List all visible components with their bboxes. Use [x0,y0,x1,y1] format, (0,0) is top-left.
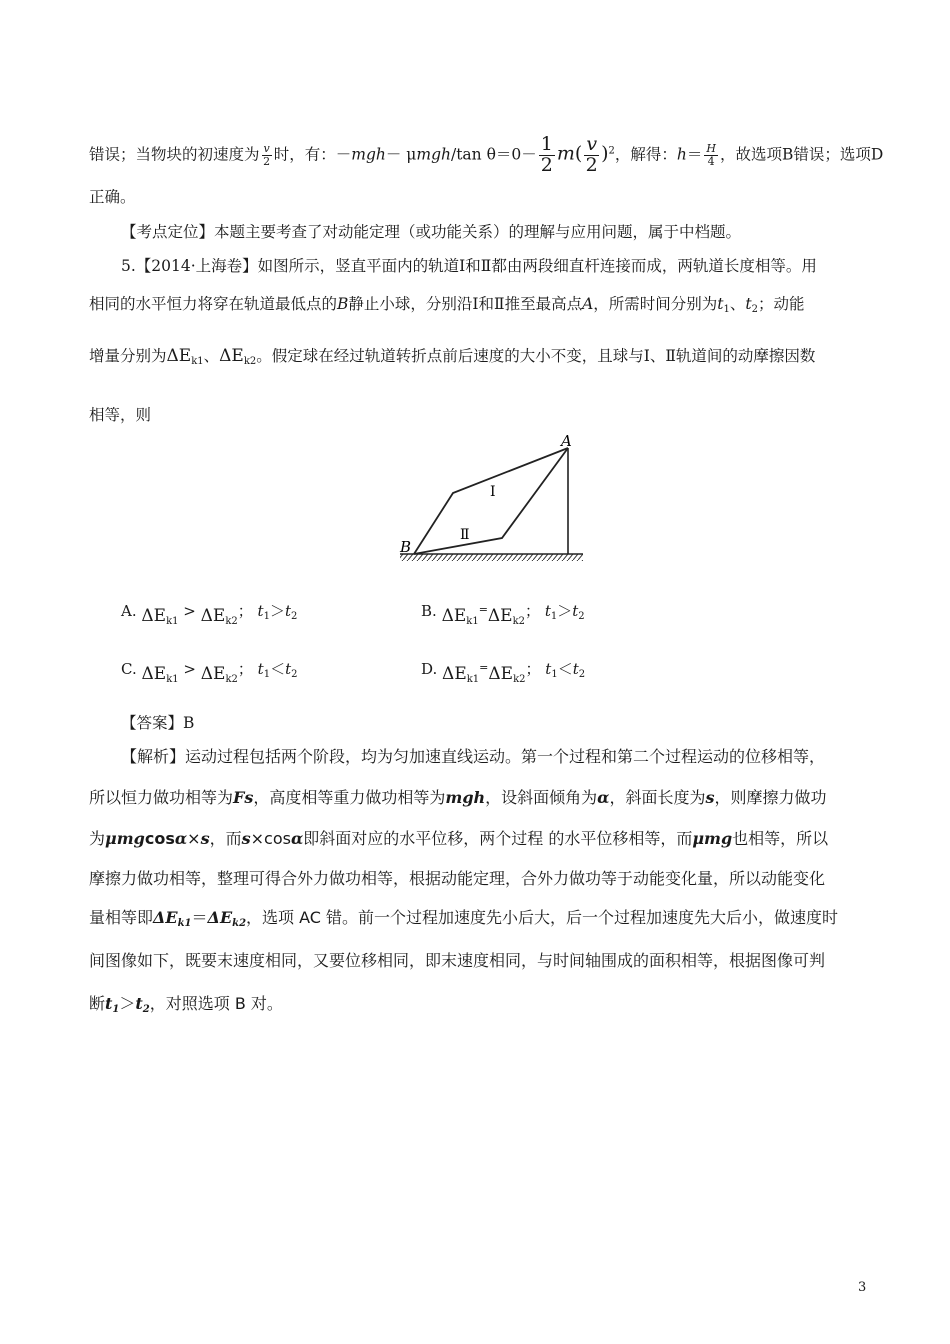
text: 【解析】运动过程包括两个阶段，均为匀加速直线运动。第一个过程和第二个过程运动的位移相等， [121,747,826,766]
text: 即斜面对应的水平位移，两个过程 的水平位移相等，而 [303,829,693,848]
text: ，设斜面倾角为 [485,788,598,807]
question-5-intro [121,259,817,275]
track-diagram [398,428,588,568]
text: 。假定球在经过轨道转折点前后速度的大小不变，且球与Ⅰ、Ⅱ轨道间的动摩擦因数 [256,347,816,365]
option-D: D. $\Delta E_{k1}^=\Delta E_{k2}$； $t_1<t_2$ [421,660,586,685]
text-line-7 [89,408,151,424]
math-var: mgh [445,788,486,807]
text: 【答案】B [121,714,195,732]
numerator: v [586,133,598,155]
superscript: 2 [608,145,615,157]
math-delta-e: ΔE [166,346,192,366]
subscript: k2 [225,616,238,627]
subscript: k2 [513,674,526,685]
math-var: h [676,145,687,164]
analysis-line-4 [89,871,825,887]
subscript: 2 [291,669,298,680]
subscript: k2 [512,616,526,627]
relation: > [183,660,196,678]
option-letter: C. [121,660,137,678]
text: ，选项 AC 错。前一个过程加速度先小后大，后一个过程加速度先大后小，做速度时 [246,908,839,927]
text: 摩擦力做功相等，整理可得合外力做功相等，根据动能定理，合外力做功等于动能变化量，所以动能变化 [89,869,826,888]
paren: ( [574,142,583,165]
math-var: A [582,295,594,313]
math-var: s [200,829,210,848]
text: － μ [385,145,417,164]
text: 量相等即 [89,908,154,927]
text: 5.【2014·上海卷】如图所示，竖直平面内的轨道Ⅰ和Ⅱ都由两段细直杆连接而成，两轨道长度相等。用 [121,257,817,275]
text: ，所需时间分别为 [593,295,718,313]
subscript: 1 [551,669,558,680]
subscript: 2 [578,669,586,680]
subscript: k1 [166,674,179,685]
numerator: H [706,142,716,156]
fraction-one-half [539,135,555,176]
subscript: k1 [191,356,204,367]
math-var: t [257,660,264,678]
math-var: B [337,295,349,313]
subscript: k2 [243,356,257,367]
math-var: t [285,660,292,678]
text: 正确。 [89,188,136,206]
analysis-line-2 [89,790,827,806]
track-II [414,448,568,554]
label-I: Ⅰ [490,484,496,500]
text: ＝ [686,145,703,164]
relation: ＞ [269,602,285,620]
subscript: k1 [466,674,480,685]
text: 间图像如下，既要末速度相同，又要位移相同，即末速度相同，与时间轴围成的面积相等，根据图像可判 [89,951,826,970]
analysis-line-1 [121,749,825,765]
math-delta-e: ΔE [219,346,244,366]
math-delta-e: ΔE [487,606,513,626]
fraction-v-over-2 [584,135,599,176]
text: ，斜面长度为 [609,788,706,807]
subscript: 1 [550,611,558,622]
subscript: k1 [177,918,192,929]
text: 错误；当物块的初速度为 [89,145,260,164]
math-delta-e: ΔE [207,908,233,927]
denominator: 2 [540,153,553,176]
analysis-line-5 [89,910,838,929]
text: 、 [203,347,220,365]
subscript: 1 [723,304,730,315]
text-line-1 [89,135,883,176]
label-II: Ⅱ [460,527,470,543]
math-var: t [545,660,552,678]
text: 、 [729,295,746,313]
text-line-5 [89,297,805,315]
page-number: 3 [858,1280,867,1295]
math-var: t [284,602,291,620]
numerator: 1 [540,133,553,155]
text: 相等，则 [89,406,152,424]
text-line-2 [89,190,136,206]
fraction-H-over-4 [704,143,718,167]
text: 静止小球，分别沿Ⅰ和Ⅱ推至最高点 [348,295,583,313]
relation: ＞ [557,602,573,620]
paren: ) [601,142,609,165]
denominator: 2 [263,154,271,168]
text: 所以恒力做功相等为 [89,788,234,807]
math-delta-e: ΔE [441,606,467,626]
math-delta-e: ΔE [200,664,226,684]
math-var: α [597,788,610,807]
math-var: α [174,829,188,848]
math-var: μmg [105,829,145,848]
label-A: A [561,432,572,450]
subscript: k2 [225,674,238,685]
math-var: m [556,142,575,165]
math-delta-e: ΔE [141,664,167,684]
analysis-line-3 [89,831,828,847]
math-var: α [290,829,304,848]
text: ，则摩擦力做功 [714,788,827,807]
numerator: v [263,142,270,156]
text: ，对照选项 B 对。 [149,994,283,1013]
math-var: t [135,994,143,1013]
text-line-6 [89,348,815,367]
math-var: t [257,602,264,620]
math-func: cos [144,829,175,848]
math-delta-e: ΔE [153,908,178,927]
relation: ＜ [557,660,573,678]
text: /tan θ＝0－ [450,145,537,164]
option-A: A. $\Delta E_{k1} > \Delta E_{k2}$； $t_1>t_2$ [121,602,298,627]
math-var: t [745,295,752,313]
denominator: 2 [585,153,598,176]
math-delta-e: ΔE [488,664,514,684]
text: ，而 [209,829,242,848]
text: 增量分别为 [89,347,167,365]
option-B: B. $\Delta E_{k1}^=\Delta E_{k2}$； $t_1>t_2$ [421,602,585,627]
math-var: t [717,295,724,313]
text: ，高度相等重力做功相等为 [253,788,446,807]
math-var: s [705,788,715,807]
text: ＞ [119,994,136,1013]
subscript: 2 [291,611,298,622]
analysis-line-6 [89,953,825,969]
subscript: 2 [578,611,585,622]
text: ＝ [191,908,208,927]
math-var: Fs [233,788,254,807]
text: 断 [89,994,106,1013]
denominator: 4 [707,154,715,168]
text: × [187,829,201,848]
text: 为 [89,829,106,848]
label-B: B [400,538,412,556]
subscript: 1 [263,669,271,680]
subscript: 2 [751,304,759,315]
text: 也相等，所以 [732,829,829,848]
option-C: C. $\Delta E_{k1} > \Delta E_{k2}$； $t_1<t_2$ [121,660,298,685]
math-var: mgh [351,145,386,164]
track-I [414,448,568,554]
relation: = [479,661,489,674]
answer-line [121,716,194,732]
relation: = [478,603,488,616]
text: ，解得： [614,145,677,164]
text: 时，有：－ [273,145,352,164]
relation: ＜ [270,660,286,678]
relation: > [183,602,196,620]
math-var: t [572,660,579,678]
math-var: t [105,994,113,1013]
text: 【考点定位】本题主要考查了对动能定理（或功能关系）的理解与应用问题，属于中档题。 [121,223,742,241]
subscript: k2 [232,918,247,929]
math-var: mgh [416,145,451,164]
math-var: t [572,602,579,620]
fraction-v-over-2 [262,143,272,167]
subscript: 2 [142,1004,150,1015]
text: ，故选项B错误；选项D [719,145,884,164]
math-delta-e: ΔE [141,606,167,626]
analysis-line-7 [89,996,283,1015]
subscript: k1 [166,616,179,627]
math-var: t [544,602,551,620]
ground-hatching [400,554,583,561]
math-delta-e: ΔE [200,606,226,626]
text: 相同的水平恒力将穿在轨道最低点的 [89,295,338,313]
text: ×cos [250,829,291,848]
subscript: k1 [466,616,479,627]
text-line-3 [121,225,741,241]
subscript: 1 [112,1004,120,1015]
option-letter: A. [121,602,137,620]
option-letter: B. [421,602,437,620]
option-letter: D. [421,660,438,678]
math-delta-e: ΔE [442,664,467,684]
math-var: s [241,829,251,848]
math-var: μmg [692,829,733,848]
text: ；动能 [758,295,805,313]
subscript: 1 [263,611,270,622]
